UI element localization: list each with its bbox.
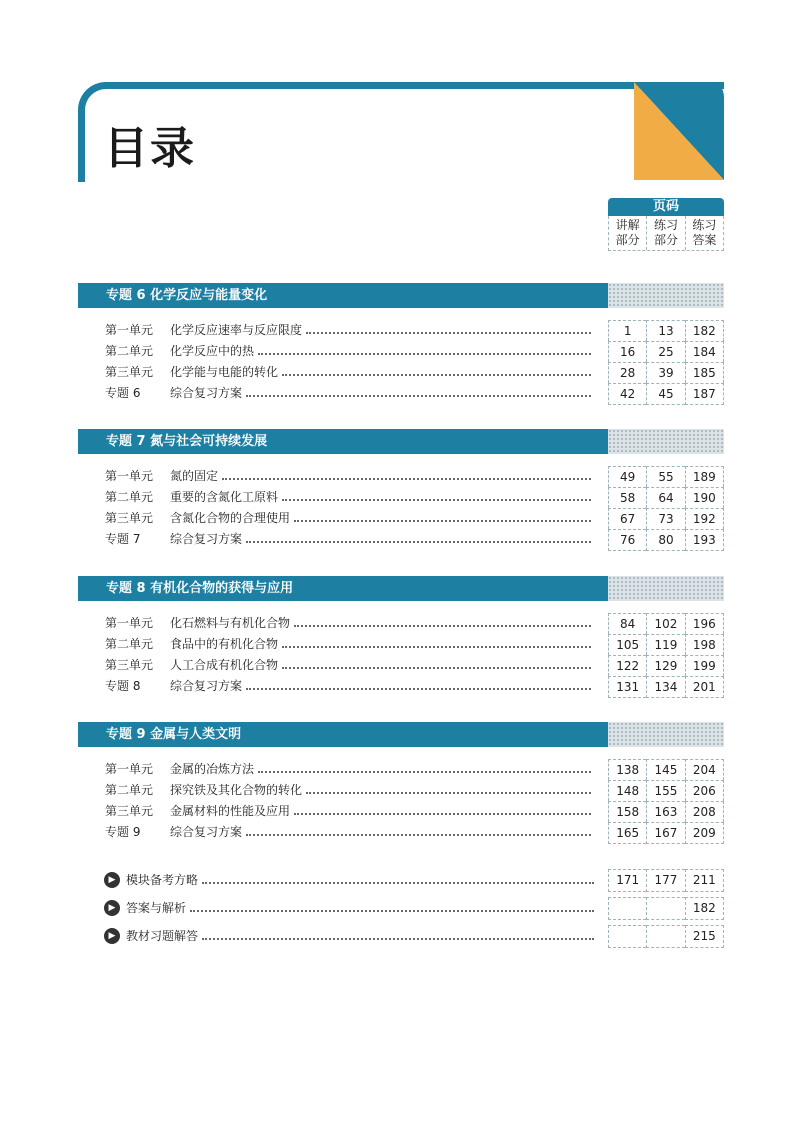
- page-answer: 208: [685, 801, 724, 822]
- column-answer-header: 练习 答案: [692, 218, 717, 247]
- page-lecture: 1: [608, 320, 646, 341]
- leader-dots: [246, 540, 591, 543]
- leader-dots: [282, 498, 591, 501]
- section-topic-8: [78, 576, 724, 697]
- unit-label: 第二单元: [105, 637, 154, 651]
- extra-title: 答案与解析: [126, 901, 187, 915]
- unit-title: 人工合成有机化合物: [170, 658, 279, 672]
- toc-row[interactable]: [78, 634, 724, 655]
- section-bar-pattern: [608, 283, 724, 308]
- column-lecture-header: 讲解 部分: [609, 216, 647, 250]
- toc-row[interactable]: [78, 676, 724, 697]
- page-exercise: 64: [646, 487, 684, 508]
- section-bar-pattern: [608, 722, 724, 747]
- unit-title: 化学反应速率与反应限度: [170, 323, 303, 337]
- page-exercise: 177: [646, 869, 684, 892]
- leader-dots: [282, 666, 591, 669]
- leader-dots: [246, 687, 591, 690]
- leader-dots: [222, 477, 591, 480]
- page-exercise: 39: [646, 362, 684, 383]
- page-answer: 209: [685, 822, 724, 844]
- toc-row[interactable]: [78, 466, 724, 487]
- arrow-right-icon: ▶: [104, 900, 120, 916]
- unit-title: 金属的冶炼方法: [170, 762, 255, 776]
- page-answer: 201: [685, 676, 724, 698]
- leader-dots: [202, 937, 594, 940]
- toc-row[interactable]: [78, 487, 724, 508]
- unit-label: 第一单元: [105, 762, 154, 776]
- page-answer: 196: [685, 613, 724, 634]
- arrow-right-icon: ▶: [104, 928, 120, 944]
- page-exercise: 13: [646, 320, 684, 341]
- page-lecture: 58: [608, 487, 646, 508]
- page-title: 目录: [104, 123, 196, 174]
- toc-extra-row[interactable]: [78, 868, 724, 896]
- page-lecture: 67: [608, 508, 646, 529]
- section-title: 专题 7 氮与社会可持续发展: [78, 429, 608, 454]
- unit-label: 第三单元: [105, 804, 154, 818]
- section-title: 专题 6 化学反应与能量变化: [78, 283, 608, 308]
- page-lecture: 42: [608, 383, 646, 405]
- page-exercise: 80: [646, 529, 684, 551]
- page-exercise: 25: [646, 341, 684, 362]
- leader-dots: [246, 833, 591, 836]
- section-title: 专题 8 有机化合物的获得与应用: [78, 576, 608, 601]
- page-answer: 204: [685, 759, 724, 780]
- toc-row[interactable]: [78, 320, 724, 341]
- leader-dots: [306, 331, 591, 334]
- page-number-label: 页码: [608, 198, 724, 216]
- page-answer: 193: [685, 529, 724, 551]
- extra-entries: [78, 868, 724, 952]
- page-exercise: 163: [646, 801, 684, 822]
- unit-title: 综合复习方案: [170, 386, 243, 400]
- arrow-right-icon: ▶: [104, 872, 120, 888]
- section-bar-pattern: [608, 576, 724, 601]
- page-answer: 206: [685, 780, 724, 801]
- page-lecture: 131: [608, 676, 646, 698]
- page-answer: 190: [685, 487, 724, 508]
- unit-label: 第二单元: [105, 490, 154, 504]
- page-lecture: 84: [608, 613, 646, 634]
- column-exercise-header: 练习 部分: [647, 216, 685, 250]
- toc-extra-row[interactable]: [78, 924, 724, 952]
- leader-dots: [282, 373, 591, 376]
- toc-row[interactable]: [78, 383, 724, 404]
- toc-row[interactable]: [78, 655, 724, 676]
- unit-label: 专题 7: [105, 532, 141, 546]
- leader-dots: [202, 881, 594, 884]
- unit-label: 专题 9: [105, 825, 141, 839]
- leader-dots: [306, 791, 591, 794]
- corner-decoration: [634, 82, 724, 180]
- page-lecture: 158: [608, 801, 646, 822]
- page-lecture: 138: [608, 759, 646, 780]
- page-lecture: 105: [608, 634, 646, 655]
- unit-title: 化学能与电能的转化: [170, 365, 279, 379]
- toc-row[interactable]: [78, 508, 724, 529]
- extra-title: 教材习题解答: [126, 929, 199, 943]
- page-lecture: [608, 925, 646, 948]
- page-answer: 215: [685, 925, 724, 948]
- page-lecture: 28: [608, 362, 646, 383]
- page-exercise: 134: [646, 676, 684, 698]
- toc-row[interactable]: [78, 341, 724, 362]
- unit-title: 综合复习方案: [170, 532, 243, 546]
- section-topic-7: [78, 429, 724, 550]
- leader-dots: [190, 909, 594, 912]
- page-lecture: 122: [608, 655, 646, 676]
- leader-dots: [246, 394, 591, 397]
- leader-dots: [282, 645, 591, 648]
- unit-title: 综合复习方案: [170, 679, 243, 693]
- leader-dots: [258, 352, 591, 355]
- page-exercise: 45: [646, 383, 684, 405]
- page-exercise: 167: [646, 822, 684, 844]
- unit-label: 第三单元: [105, 365, 154, 379]
- toc-row[interactable]: [78, 529, 724, 550]
- page-answer: 184: [685, 341, 724, 362]
- page-lecture: 76: [608, 529, 646, 551]
- page-exercise: 102: [646, 613, 684, 634]
- page-exercise: 55: [646, 466, 684, 487]
- leader-dots: [294, 519, 591, 522]
- unit-title: 探究铁及其化合物的转化: [170, 783, 303, 797]
- unit-title: 金属材料的性能及应用: [170, 804, 291, 818]
- toc-row[interactable]: [78, 801, 724, 822]
- unit-title: 化学反应中的热: [170, 344, 255, 358]
- unit-title: 综合复习方案: [170, 825, 243, 839]
- page-number-header: [608, 198, 724, 251]
- leader-dots: [294, 624, 591, 627]
- toc-extra-row[interactable]: [78, 896, 724, 924]
- toc-row[interactable]: [78, 822, 724, 843]
- unit-label: 专题 6: [105, 386, 141, 400]
- page-answer: 198: [685, 634, 724, 655]
- page-exercise: 129: [646, 655, 684, 676]
- page-lecture: 171: [608, 869, 646, 892]
- unit-label: 第三单元: [105, 658, 154, 672]
- page-answer: 211: [685, 869, 724, 892]
- page-exercise: [646, 897, 684, 920]
- page-answer: 187: [685, 383, 724, 405]
- page-exercise: 119: [646, 634, 684, 655]
- unit-title: 重要的含氮化工原料: [170, 490, 279, 504]
- page-lecture: 16: [608, 341, 646, 362]
- page-answer: 192: [685, 508, 724, 529]
- unit-label: 第二单元: [105, 344, 154, 358]
- toc-row[interactable]: [78, 780, 724, 801]
- unit-label: 第三单元: [105, 511, 154, 525]
- unit-label: 专题 8: [105, 679, 141, 693]
- unit-title: 化石燃料与有机化合物: [170, 616, 291, 630]
- page-answer: 189: [685, 466, 724, 487]
- unit-title: 氮的固定: [170, 469, 219, 483]
- page-answer: 182: [685, 897, 724, 920]
- toc-row[interactable]: [78, 759, 724, 780]
- page-exercise: 155: [646, 780, 684, 801]
- page-lecture: [608, 897, 646, 920]
- page-answer: 199: [685, 655, 724, 676]
- page-answer: 185: [685, 362, 724, 383]
- toc-row[interactable]: [78, 362, 724, 383]
- unit-label: 第一单元: [105, 616, 154, 630]
- page-lecture: 165: [608, 822, 646, 844]
- leader-dots: [294, 812, 591, 815]
- section-topic-6: [78, 283, 724, 404]
- unit-title: 含氮化合物的合理使用: [170, 511, 291, 525]
- page-lecture: 49: [608, 466, 646, 487]
- section-title: 专题 9 金属与人类文明: [78, 722, 608, 747]
- section-topic-9: [78, 722, 724, 843]
- page-answer: 182: [685, 320, 724, 341]
- page-exercise: 73: [646, 508, 684, 529]
- unit-label: 第一单元: [105, 323, 154, 337]
- unit-label: 第二单元: [105, 783, 154, 797]
- toc-row[interactable]: [78, 613, 724, 634]
- page-exercise: [646, 925, 684, 948]
- page-lecture: 148: [608, 780, 646, 801]
- section-bar-pattern: [608, 429, 724, 454]
- extra-title: 模块备考方略: [126, 873, 199, 887]
- leader-dots: [258, 770, 591, 773]
- unit-title: 食品中的有机化合物: [170, 637, 279, 651]
- unit-label: 第一单元: [105, 469, 154, 483]
- page-exercise: 145: [646, 759, 684, 780]
